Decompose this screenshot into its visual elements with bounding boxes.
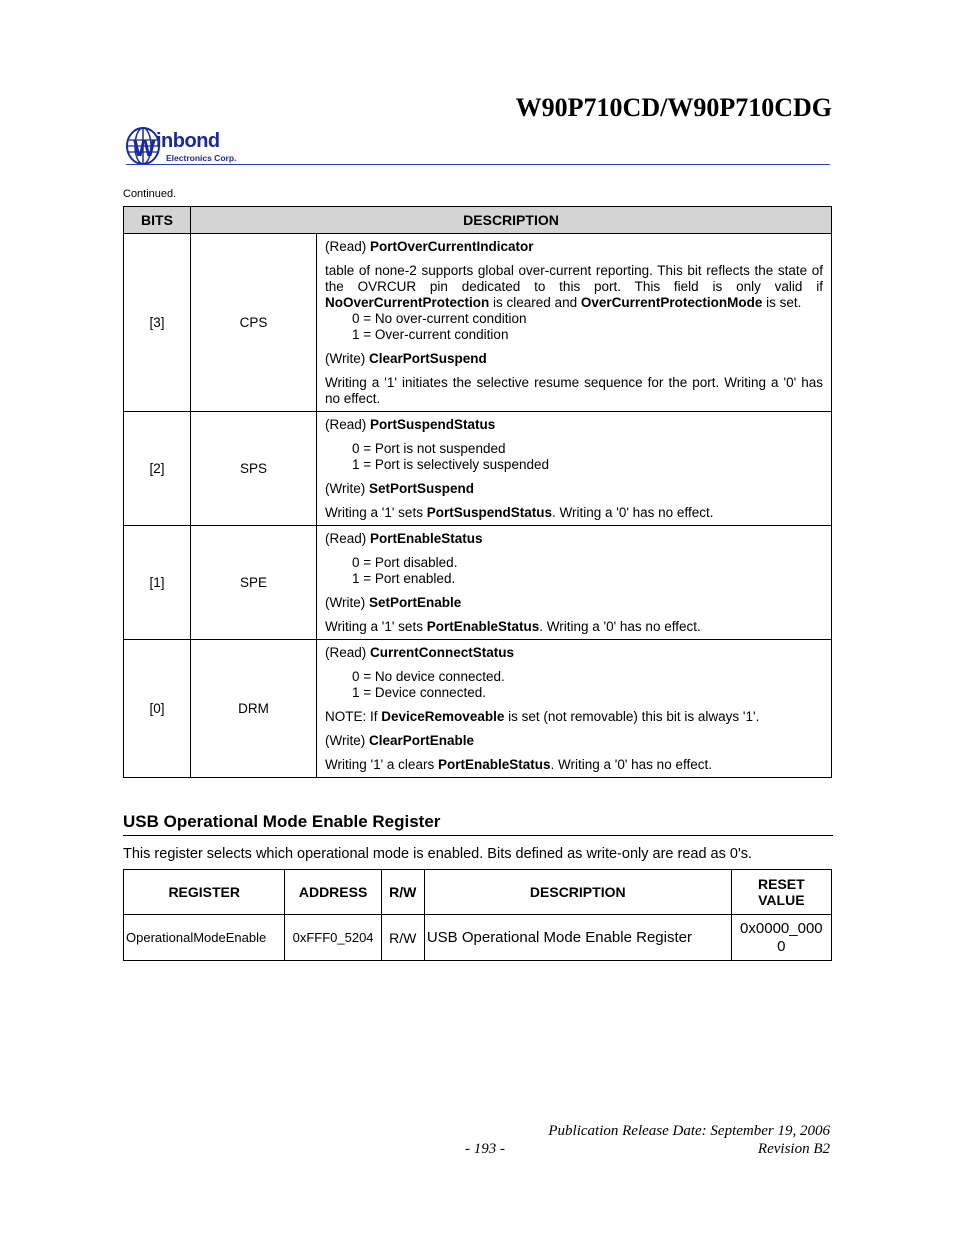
continued-label: Continued. (123, 188, 177, 200)
write-description: Writing a '1' sets PortSuspendStatus. Writing a '0' has no effect. (325, 504, 714, 520)
bits-cell: [2] (124, 412, 191, 526)
company-logo (126, 126, 256, 168)
revision-label: Revision B2 (757, 1141, 830, 1157)
value-description: 0 = No device connected. (352, 668, 505, 684)
field-name-cell: DRM (191, 640, 317, 778)
bits-cell: [1] (124, 526, 191, 640)
rw-cell: R/W (381, 915, 424, 961)
write-field-name: SetPortEnable (369, 594, 462, 610)
field-name-cell: CPS (191, 234, 317, 412)
svg-text:W: W (133, 135, 156, 162)
register-header: REGISTER (124, 870, 285, 915)
table-header-row (124, 207, 832, 234)
logo-wordmark: inbond (156, 130, 220, 152)
register-bits-table (123, 206, 832, 778)
description-header: DESCRIPTION (424, 870, 731, 915)
note-text: NOTE: If DeviceRemoveable is set (not removable) this bit is always '1'. (325, 708, 760, 724)
read-field-name: PortOverCurrentIndicator (370, 238, 534, 254)
table-header-row (124, 870, 832, 915)
address-cell: 0xFFF0_5204 (285, 915, 381, 961)
description-cell: USB Operational Mode Enable Register (424, 915, 731, 961)
value-description: 1 = Over-current condition (352, 326, 509, 342)
rw-header: R/W (381, 870, 424, 915)
publication-date: Publication Release Date: September 19, 2006 (548, 1123, 830, 1139)
field-name-cell: SPE (191, 526, 317, 640)
page-number: - 193 - (465, 1141, 505, 1157)
write-field-name: ClearPortSuspend (369, 350, 487, 366)
table-row (124, 640, 832, 778)
write-description: Writing a '1' initiates the selective resume sequence for the port. Writing a '0' has no effect. (325, 374, 823, 406)
logo-subtext: Electronics Corp. (166, 153, 237, 163)
address-header: ADDRESS (285, 870, 381, 915)
header-divider (126, 164, 830, 165)
document-title: W90P710CD/W90P710CDG (515, 93, 832, 122)
description-cell: (Read) PortOverCurrentIndicator table of none-2 supports global over-current reporting. This bit reflects the state of the OVRCUR pin dedicated to this port. This field is only valid if NoOverCurrentProtection is cleared and OverCurrentProtectionMode is set. 0 = No over-current condition 1 = Over-current condition (Write) ClearPortSuspend Writing a '1' initiates the selective resume sequence for the port. Writing a '0' has no effect. (317, 234, 832, 412)
value-description: 0 = Port disabled. (352, 554, 458, 570)
value-description: 0 = No over-current condition (352, 310, 527, 326)
write-description: Writing a '1' sets PortEnableStatus. Writing a '0' has no effect. (325, 618, 701, 634)
read-field-name: PortSuspendStatus (370, 416, 496, 432)
value-description: 0 = Port is not suspended (352, 440, 506, 456)
table-row (124, 412, 832, 526)
table-row (124, 526, 832, 640)
value-description: 1 = Device connected. (352, 684, 486, 700)
field-name-cell: SPS (191, 412, 317, 526)
bits-header: BITS (124, 207, 191, 234)
register-name-cell: OperationalModeEnable (124, 915, 285, 961)
section-heading: USB Operational Mode Enable Register (123, 812, 441, 831)
table-row (124, 915, 832, 961)
read-field-name: PortEnableStatus (370, 530, 483, 546)
write-description: Writing '1' a clears PortEnableStatus. Writing a '0' has no effect. (325, 756, 712, 772)
description-header: DESCRIPTION (191, 207, 832, 234)
section-divider (123, 835, 833, 836)
read-field-name: CurrentConnectStatus (370, 644, 515, 660)
register-summary-table (123, 869, 832, 961)
bits-cell: [3] (124, 234, 191, 412)
value-description: 1 = Port enabled. (352, 570, 456, 586)
write-field-name: ClearPortEnable (369, 732, 475, 748)
reset-value-header: RESET VALUE (731, 870, 831, 915)
description-cell: (Read) PortEnableStatus 0 = Port disabled. 1 = Port enabled. (Write) SetPortEnable Writing a '1' sets PortEnableStatus. Writing a '0' has no effect. (317, 526, 832, 640)
description-cell: (Read) PortSuspendStatus 0 = Port is not suspended 1 = Port is selectively suspended (Write) SetPortSuspend Writing a '1' sets PortSuspendStatus. Writing a '0' has no effect. (317, 412, 832, 526)
reset-value-cell: 0x0000_000 0 (731, 915, 831, 961)
bits-cell: [0] (124, 640, 191, 778)
table-row (124, 234, 832, 412)
section-description: This register selects which operational mode is enabled. Bits defined as write-only are read as 0's. (123, 846, 753, 862)
value-description: 1 = Port is selectively suspended (352, 456, 549, 472)
write-field-name: SetPortSuspend (369, 480, 475, 496)
description-cell: (Read) CurrentConnectStatus 0 = No device connected. 1 = Device connected. NOTE: If DeviceRemoveable is set (not removable) this bit is always '1'. (Write) ClearPortEnable Writing '1' a clears PortEnableStatus. Writing a '0' has no effect. (317, 640, 832, 778)
